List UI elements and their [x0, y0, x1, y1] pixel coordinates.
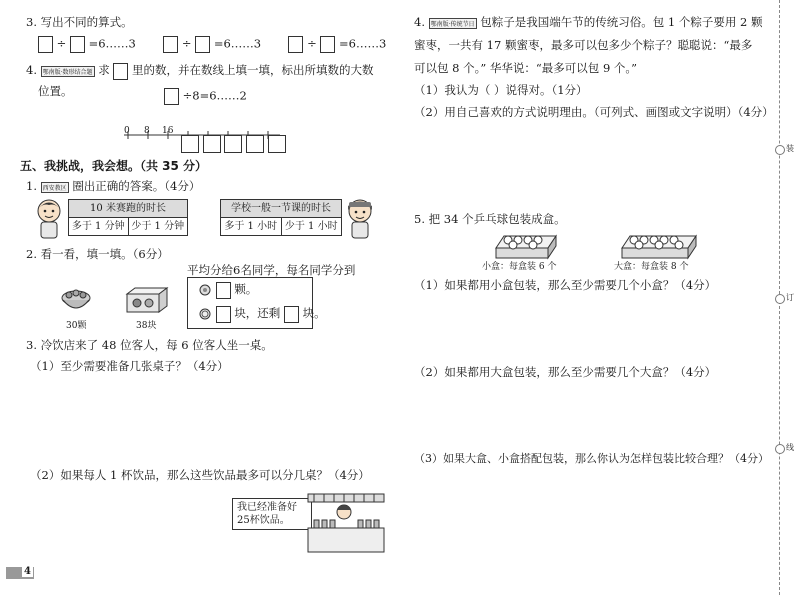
r-q4-line3: 可以包 8 个。” 华华说：“最多可以包 9 个。” — [414, 61, 638, 75]
page-number: 4 — [24, 566, 31, 577]
answer-box[interactable] — [284, 306, 299, 323]
q4-text-a: 求 — [98, 63, 110, 77]
answer-box[interactable] — [288, 36, 303, 53]
divide-sign: ÷ — [307, 36, 317, 51]
answer-box[interactable] — [181, 135, 199, 153]
remainder-text: =6……3 — [339, 36, 387, 51]
p1-title: 圈出正确的答案。（4分） — [72, 179, 201, 193]
divide-sign: ÷ — [181, 36, 192, 51]
r-q4-tag: 鄂南版·传统节日 — [429, 18, 477, 29]
answer-box[interactable] — [38, 36, 53, 53]
p2-line-2 — [198, 305, 326, 323]
girl-icon — [344, 198, 376, 240]
r-q4-line2: 蜜枣，一共有 17 颗蜜枣，最多可以包多少个粽子？聪聪说：“最多 — [414, 38, 753, 52]
q3-equations — [38, 36, 386, 53]
p1-tag: 西安教区 — [41, 182, 69, 193]
answer-box[interactable] — [268, 135, 286, 153]
q4-line1 — [26, 62, 374, 80]
q4-line2: 位置。 — [38, 84, 73, 98]
margin-mark-ding: 订 — [786, 293, 794, 302]
q4-eq-text: ÷8=6……2 — [182, 88, 247, 103]
r-q5-sub2: （2）如果都用大盒包装，那么至少需要几个大盒？（4分） — [414, 365, 717, 379]
p2-answer-frame — [187, 277, 326, 329]
big-box-icon — [620, 228, 698, 260]
section-5-title: 五、我挑战，我会想。（共 35 分） — [20, 159, 208, 173]
small-box-icon — [494, 228, 558, 260]
option-less-than-1-hour[interactable]: 少于 1 小时 — [281, 218, 342, 235]
r-q4-line1 — [414, 14, 762, 30]
r-q4-sub2: （2）用自己喜欢的方式说明理由。（可列式、画图或文字说明）（4分） — [414, 105, 774, 119]
answer-box[interactable] — [195, 36, 210, 53]
r-q5-title: 5. 把 34 个乒乓球包装成盒。 — [414, 212, 566, 226]
answer-box[interactable] — [113, 63, 128, 80]
tick-label-16: 16 — [162, 126, 174, 136]
r-q4-text-1: 包粽子是我国端午节的传统习俗。包 1 个粽子要用 2 颗 — [480, 15, 763, 29]
biscuit-box-icon — [125, 286, 175, 314]
biscuit-icon — [198, 307, 212, 321]
number-line-boxes — [181, 135, 286, 153]
p2-prompt: 平均分给6名同学，每名同学分到 — [187, 263, 356, 277]
table-1-header: 10 米赛跑的时长 — [69, 200, 187, 218]
binding-hole — [775, 145, 785, 155]
answer-box[interactable] — [203, 135, 221, 153]
r-q4-sub1: （1）我认为（ ）说得对。（1分） — [414, 83, 588, 97]
p3-sub1: （1）至少需要准备几张桌子？（4分） — [30, 359, 229, 373]
answer-box[interactable] — [320, 36, 335, 53]
p1-table-1 — [68, 199, 188, 236]
r-q5-sub1: （1）如果都用小盒包装，那么至少需要几个小盒？（4分） — [414, 278, 717, 292]
candy-icon — [198, 283, 212, 297]
divide-sign: ÷ — [56, 36, 67, 51]
p1-table-2 — [220, 199, 342, 236]
binding-hole — [775, 294, 785, 304]
table-2-header: 学校一般一节课的时长 — [221, 200, 341, 218]
small-box-label: 小盒：每盒装 6 个 — [482, 262, 557, 272]
answer-box[interactable] — [164, 88, 179, 105]
answer-box[interactable] — [70, 36, 85, 53]
answer-box[interactable] — [246, 135, 264, 153]
unit-ke: 颗。 — [234, 282, 258, 296]
speech-line-2: 25杯饮品。 — [237, 515, 290, 526]
drink-shop-illustration — [306, 492, 386, 554]
q4-tag: 鄂南版·数形结合题 — [41, 66, 95, 77]
answer-box[interactable] — [216, 282, 231, 299]
option-more-than-1-minute[interactable]: 多于 1 分钟 — [71, 221, 125, 232]
p2-title: 2. 看一看，填一填。（6分） — [26, 247, 169, 261]
q3-title: 3. 写出不同的算式。 — [26, 15, 133, 29]
p3-title: 3. 冷饮店来了 48 位客人，每 6 位客人坐一桌。 — [26, 338, 273, 352]
answer-box[interactable] — [224, 135, 242, 153]
remainder-label: 块，还剩 — [234, 306, 281, 320]
remainder-text: =6……3 — [88, 36, 136, 51]
q4-equation — [164, 88, 247, 105]
q4-text-b: 里的数，并在数线上填一填，标出所填数的大数 — [132, 63, 374, 77]
answer-box[interactable] — [216, 306, 231, 323]
speech-bubble — [232, 498, 312, 530]
q4-number: 4. — [26, 63, 37, 77]
p2-line-1 — [198, 281, 257, 299]
answer-box[interactable] — [163, 36, 178, 53]
tick-label-0: 0 — [124, 126, 130, 136]
remainder-text: =6……3 — [213, 36, 262, 51]
option-less-than-1-minute[interactable]: 少于 1 分钟 — [128, 218, 188, 235]
p1-title-row — [26, 178, 200, 194]
margin-mark-xian: 线 — [786, 443, 794, 452]
speech-line-1: 我已经准备好 — [237, 502, 297, 513]
unit-kuai: 块。 — [302, 306, 326, 320]
r-q5-sub3: （3）如果大盒、小盒搭配包装，那么你认为怎样包装比较合理？（4分） — [414, 452, 769, 465]
binding-hole — [775, 444, 785, 454]
tick-label-8: 8 — [144, 126, 150, 136]
r-q4-number: 4. — [414, 15, 425, 29]
boy-icon — [33, 198, 65, 240]
option-more-than-1-hour[interactable]: 多于 1 小时 — [224, 221, 278, 232]
big-box-label: 大盒：每盒装 8 个 — [614, 262, 689, 272]
candy-basket-icon — [58, 286, 94, 314]
item1-label: 30颗 — [66, 321, 87, 331]
p3-sub2: （2）如果每人 1 杯饮品，那么这些饮品最多可以分几桌？（4分） — [30, 468, 370, 482]
item2-label: 38块 — [136, 321, 157, 331]
p1-number: 1. — [26, 179, 37, 193]
margin-mark-zhuang: 装 — [786, 144, 794, 153]
